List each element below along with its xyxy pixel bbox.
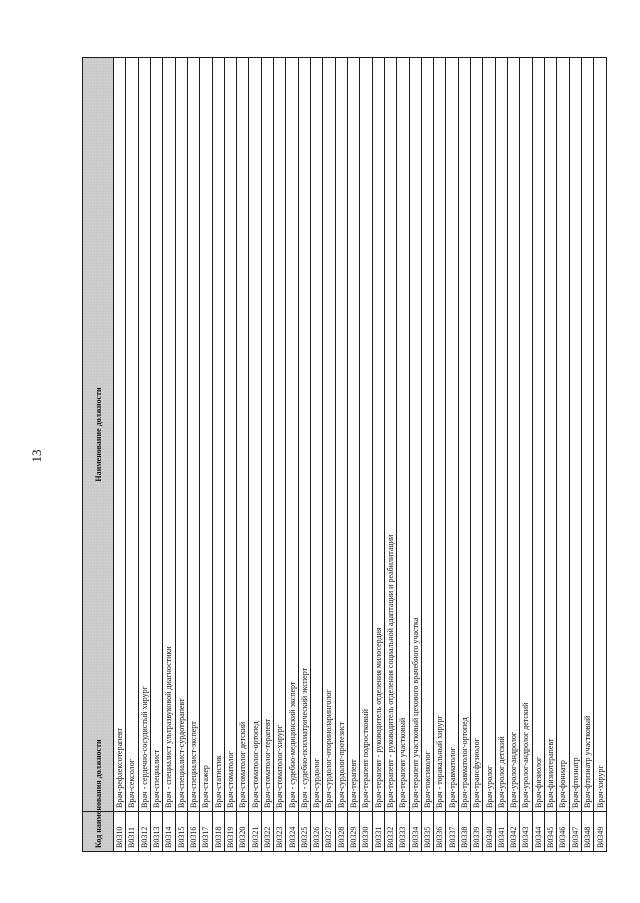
position-code-cell: В0340 [483,812,495,852]
position-name-cell: Врач-терапевт - руководитель отделения социальной адаптации и реабилитации [384,58,396,812]
position-code-cell: В0319 [224,812,236,852]
position-code-cell: В0313 [150,812,162,852]
position-code-cell: В0321 [249,812,261,852]
table-row [261,58,273,852]
table-row [409,58,421,852]
table-row [224,58,236,852]
position-name-cell: Врач-травматолог-ортопед [458,58,470,812]
table-row [126,58,138,852]
position-code-cell: В0342 [508,812,520,852]
position-name-cell: Врач-терапевт - руководитель отделения милосердия [372,58,384,812]
position-name-cell: Врач-сурдолог [311,58,323,812]
table-row [200,58,212,852]
position-name-cell: Врач-терапевт [347,58,359,812]
position-code-cell: В0310 [114,812,126,852]
position-name-cell: Врач-стоматолог детский [237,58,249,812]
position-code-cell: В0315 [175,812,187,852]
position-code-cell: В0335 [421,812,433,852]
table-row [175,58,187,852]
position-code-cell: В0316 [187,812,199,852]
position-name-cell: Врач - сердечно-сосудистый хирург [138,58,150,812]
position-code-cell: В0346 [557,812,569,852]
table-row [532,58,544,852]
table-row [372,58,384,852]
position-name-cell: Врач-фтизиатр [569,58,581,812]
table-row [187,58,199,852]
positions-table [82,57,607,852]
position-code-cell: В0347 [569,812,581,852]
table-row [581,58,593,852]
position-code-cell: В0341 [495,812,507,852]
position-name-cell: Врач-терапевт подростковый [360,58,372,812]
position-name-cell: Врач-специалист [150,58,162,812]
table-row [594,58,607,852]
table-row [384,58,396,852]
position-code-cell: В0345 [544,812,556,852]
position-name-cell: Врач-стажер [200,58,212,812]
table-row [323,58,335,852]
position-name-cell: Врач - судебно-психиатрический эксперт [298,58,310,812]
position-name-cell: Врач - специалист ультразвуковой диагностики [163,58,175,812]
position-code-cell: В0349 [594,812,607,852]
position-name-cell: Врач-трансфузиолог [471,58,483,812]
table-row [483,58,495,852]
table-row [495,58,507,852]
position-code-cell: В0326 [311,812,323,852]
table-row [434,58,446,852]
position-code-cell: В0327 [323,812,335,852]
position-name-cell: Врач - судебно-медицинский эксперт [286,58,298,812]
table-row [298,58,310,852]
table-row [458,58,470,852]
table-row [421,58,433,852]
column-header-code [83,812,114,852]
position-code-cell: В0328 [335,812,347,852]
table-row [347,58,359,852]
position-name-cell: Врач-статистик [212,58,224,812]
table-row [569,58,581,852]
position-name-cell: Врач-токсиколог [421,58,433,812]
position-code-cell: В0338 [458,812,470,852]
position-name-cell: Врач-специалист-сурдотерапевт [175,58,187,812]
position-name-cell: Врач-хирург [594,58,607,812]
position-code-cell: В0317 [200,812,212,852]
position-code-cell: В0322 [261,812,273,852]
table-row [508,58,520,852]
position-code-cell: В0329 [347,812,359,852]
position-code-cell: В0314 [163,812,175,852]
position-name-cell: Врач-сурдолог-оториноларинголог [323,58,335,812]
table-row [360,58,372,852]
position-name-cell: Врач-специалист-эксперт [187,58,199,812]
table-row [520,58,532,852]
position-code-cell: В0332 [384,812,396,852]
position-code-cell: В0320 [237,812,249,852]
table-row [150,58,162,852]
position-code-cell: В0334 [409,812,421,852]
table-row [311,58,323,852]
position-code-cell: В0344 [532,812,544,852]
table-header-row [83,58,114,852]
position-name-cell: Врач-травматолог [446,58,458,812]
position-name-cell: Врач-фониатр [557,58,569,812]
table-row [114,58,126,852]
table-row [212,58,224,852]
positions-table-wrapper [82,57,607,852]
position-name-cell: Врач-сексолог [126,58,138,812]
position-code-cell: В0318 [212,812,224,852]
position-code-cell: В0324 [286,812,298,852]
position-name-cell: Врач-стоматолог-хирург [274,58,286,812]
position-code-cell: В0312 [138,812,150,852]
table-row [138,58,150,852]
position-name-cell: Врач-уролог детский [495,58,507,812]
table-row [249,58,261,852]
position-name-cell: Врач - торакальный хирург [434,58,446,812]
table-row [557,58,569,852]
position-code-cell: В0311 [126,812,138,852]
page-number: 13 [29,449,44,463]
position-name-cell: Врач-терапевт участковый [397,58,409,812]
position-name-cell: Врач-стоматолог-ортопед [249,58,261,812]
position-code-cell: В0339 [471,812,483,852]
position-code-cell: В0333 [397,812,409,852]
position-code-cell: В0348 [581,812,593,852]
table-row [237,58,249,852]
table-row [397,58,409,852]
table-row [163,58,175,852]
table-row [446,58,458,852]
position-name-cell: Врач-сурдолог-протезист [335,58,347,812]
position-name-cell: Врач-уролог [483,58,495,812]
position-name-cell: Врач-стоматолог-терапевт [261,58,273,812]
table-row [544,58,556,852]
table-row [335,58,347,852]
table-row [471,58,483,852]
position-code-cell: В0343 [520,812,532,852]
position-code-cell: В0325 [298,812,310,852]
table-row [286,58,298,852]
position-name-cell: Врач-физиолог [532,58,544,812]
position-name-cell: Врач-фтизиатр участковый [581,58,593,812]
position-name-cell: Врач-уролог-андролог детский [520,58,532,812]
position-code-cell: В0337 [446,812,458,852]
position-name-cell: Врач-уролог-андролог [508,58,520,812]
position-code-cell: В0323 [274,812,286,852]
position-name-cell: Врач-терапевт участковый цехового врачебного участка [409,58,421,812]
table-row [274,58,286,852]
position-code-cell: В0331 [372,812,384,852]
position-name-cell: Врач-физиотерапевт [544,58,556,812]
column-header-name: Наименование должности [83,58,114,812]
position-name-cell: Врач-рефлексотерапевт [114,58,126,812]
position-code-cell: В0336 [434,812,446,852]
position-name-cell: Врач-стоматолог [224,58,236,812]
position-code-cell: В0330 [360,812,372,852]
